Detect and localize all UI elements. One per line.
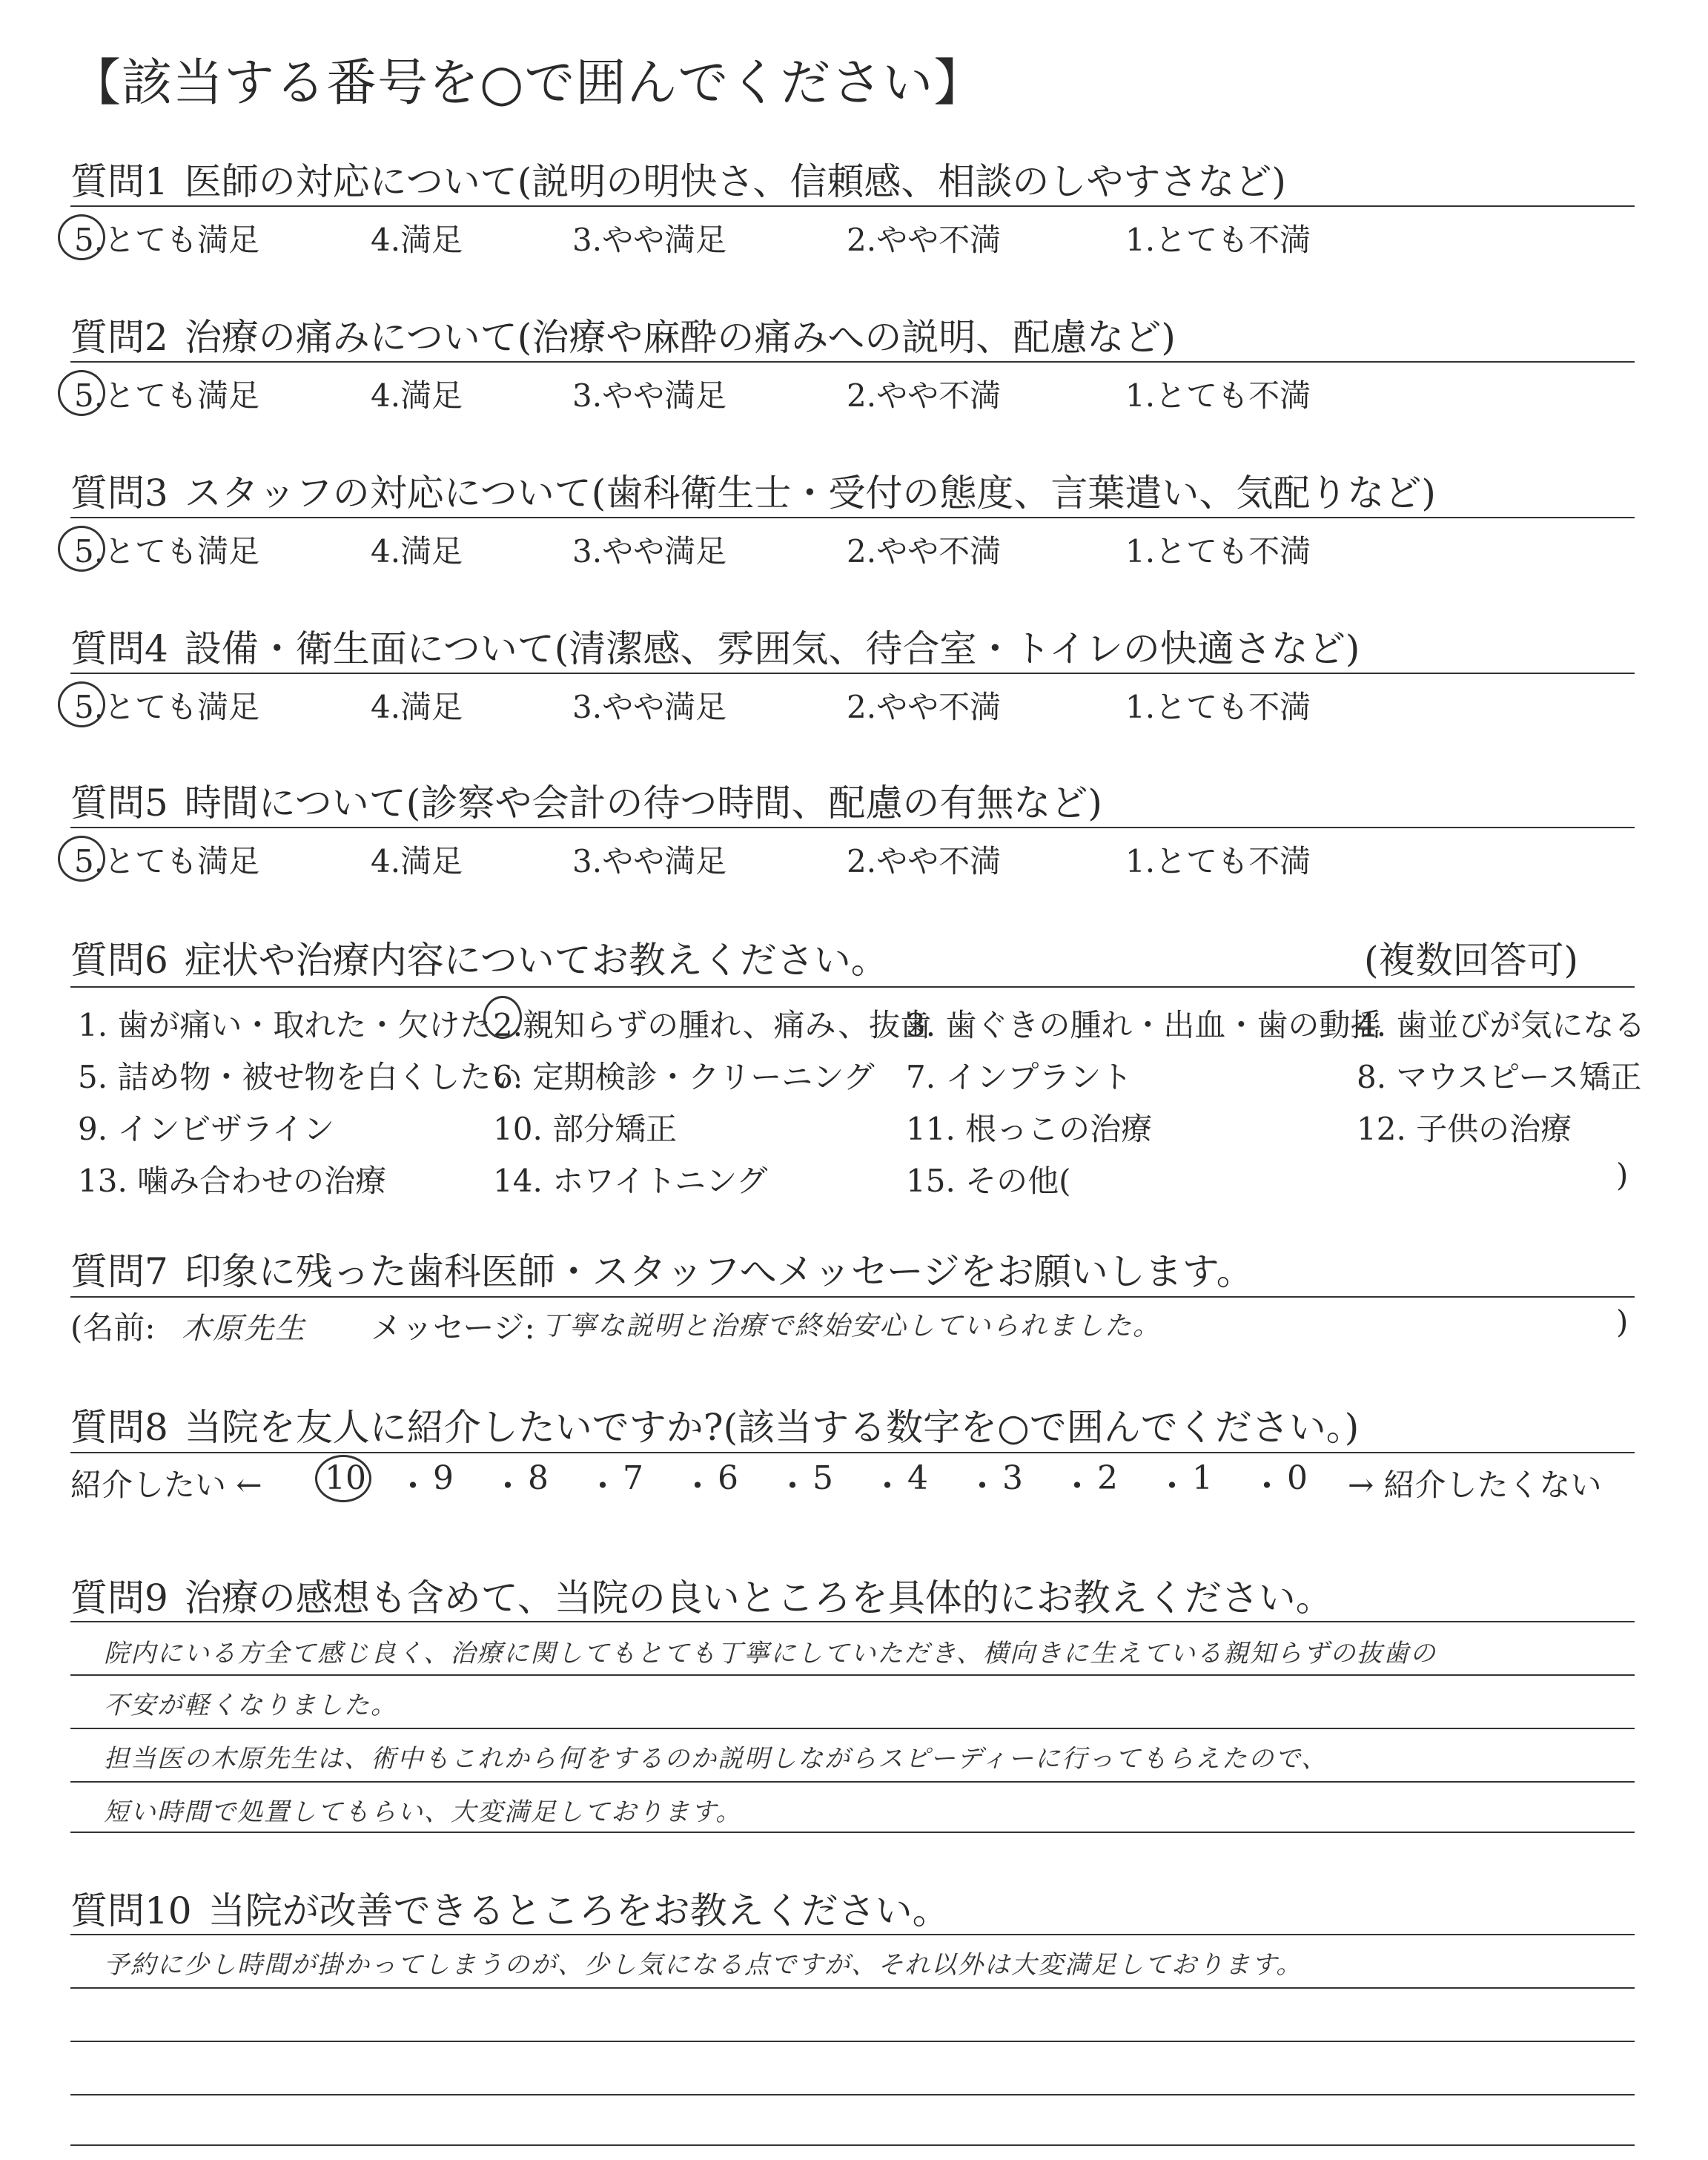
- q6-option[interactable]: 2.親知らずの腫れ、痛み、抜歯: [493, 1007, 932, 1043]
- q8-scale-separator: ・: [491, 1467, 524, 1505]
- q5-text: 時間について(診察や会計の待つ時間、配慮の有無など): [184, 782, 1102, 825]
- q5-option[interactable]: 5.とても満足: [74, 843, 260, 879]
- q4-number: 質問4: [70, 627, 168, 670]
- q3-option[interactable]: 3.やや満足: [572, 533, 727, 569]
- q9-answer-line: 不安が軽くなりました。: [104, 1691, 397, 1720]
- q8-rule: [70, 1452, 1635, 1453]
- q3-selected-circle: [58, 526, 105, 572]
- q4-option[interactable]: 5.とても満足: [74, 689, 260, 725]
- q8-scale-value[interactable]: 7: [623, 1459, 643, 1497]
- q2-option[interactable]: 4.満足: [371, 377, 463, 414]
- q7-name-label: (名前:: [70, 1309, 156, 1346]
- q3-option[interactable]: 2.やや不満: [847, 533, 1002, 569]
- q8-scale-value[interactable]: 8: [528, 1459, 549, 1497]
- q8-scale-separator: ・: [586, 1467, 619, 1505]
- q1-option[interactable]: 5.とても満足: [74, 222, 260, 258]
- q10-rule: [70, 1934, 1635, 1935]
- q2-option[interactable]: 2.やや不満: [847, 377, 1002, 414]
- q9-answer-line: 担当医の木原先生は、術中もこれから何をするのか説明しながらスピーディーに行ってもらえたので、: [104, 1744, 1328, 1774]
- q3-rule: [70, 517, 1635, 518]
- q5-option[interactable]: 3.やや満足: [572, 843, 727, 879]
- q8-left-label: 紹介したい ←: [70, 1467, 262, 1503]
- q8-text: 当院を友人に紹介したいですか?(該当する数字を○で囲んでください。): [184, 1406, 1360, 1449]
- q6-selected-circle: [483, 996, 522, 1039]
- q8-number: 質問8: [70, 1406, 168, 1449]
- q8-scale-value[interactable]: 0: [1287, 1459, 1308, 1497]
- q6-option[interactable]: 5. 詰め物・被せ物を白くしたい: [78, 1059, 523, 1095]
- q6-option[interactable]: 14. ホワイトニング: [493, 1163, 768, 1199]
- q6-option[interactable]: 7. インプラント: [906, 1059, 1133, 1095]
- q2-option[interactable]: 5.とても満足: [74, 377, 260, 414]
- q8-scale-value[interactable]: 1: [1192, 1459, 1213, 1497]
- q6-option[interactable]: 1. 歯が痛い・取れた・欠けた: [78, 1007, 491, 1043]
- q8-scale-separator: ・: [871, 1467, 904, 1505]
- q2-number: 質問2: [70, 316, 168, 359]
- q5-title: [70, 773, 1102, 827]
- q9-answer-line: 院内にいる方全て感じ良く、治療に関してもとても丁寧にしていただき、横向きに生えている親知らずの抜歯の: [104, 1639, 1437, 1668]
- q4-option[interactable]: 4.満足: [371, 689, 463, 725]
- q7-name-value: 木原先生: [182, 1312, 306, 1346]
- q8-scale-value[interactable]: 9: [433, 1459, 454, 1497]
- q3-option[interactable]: 5.とても満足: [74, 533, 260, 569]
- q6-option[interactable]: 11. 根っこの治療: [906, 1111, 1153, 1147]
- q8-scale-value[interactable]: 6: [718, 1459, 738, 1497]
- q6-title: [70, 931, 888, 984]
- q2-text: 治療の痛みについて(治療や麻酔の痛みへの説明、配慮など): [184, 316, 1176, 359]
- q7-rule: [70, 1296, 1635, 1298]
- q8-scale-separator: ・: [1156, 1467, 1188, 1505]
- q9-text: 治療の感想も含めて、当院の良いところを具体的にお教えください。: [184, 1576, 1333, 1619]
- q6-option[interactable]: 3. 歯ぐきの腫れ・出血・歯の動揺: [906, 1007, 1382, 1043]
- q9-rule: [70, 1832, 1635, 1833]
- q3-title: [70, 463, 1436, 517]
- q2-selected-circle: [58, 370, 105, 416]
- q1-rule: [70, 205, 1635, 207]
- q6-option[interactable]: 8. マウスピース矯正: [1357, 1059, 1642, 1095]
- q1-option[interactable]: 4.満足: [371, 222, 463, 258]
- q10-rule: [70, 2041, 1635, 2042]
- q2-title: [70, 308, 1176, 361]
- q10-answer-line: 予約に少し時間が掛かってしまうのが、少し気になる点ですが、それ以外は大変満足しております。: [104, 1950, 1303, 1980]
- q3-option[interactable]: 1.とても不満: [1125, 533, 1311, 569]
- q10-rule: [70, 2094, 1635, 2095]
- q4-rule: [70, 673, 1635, 674]
- q2-option[interactable]: 3.やや満足: [572, 377, 727, 414]
- q3-text: スタッフの対応について(歯科衛生士・受付の態度、言葉遣い、気配りなど): [184, 472, 1436, 515]
- q2-rule: [70, 361, 1635, 363]
- q6-other-close-paren: ): [1616, 1157, 1629, 1193]
- q3-option[interactable]: 4.満足: [371, 533, 463, 569]
- q8-scale-separator: ・: [1061, 1467, 1093, 1505]
- q10-text: 当院が改善できるところをお教えください。: [208, 1889, 950, 1932]
- q5-option[interactable]: 4.満足: [371, 843, 463, 879]
- q6-option[interactable]: 12. 子供の治療: [1357, 1111, 1572, 1147]
- q6-option[interactable]: 15. その他(: [906, 1163, 1071, 1199]
- q10-title: [70, 1881, 950, 1935]
- q4-title: [70, 619, 1360, 673]
- q6-rule: [70, 986, 1635, 988]
- q4-option[interactable]: 2.やや不満: [847, 689, 1002, 725]
- q7-message-label: メッセージ:: [371, 1309, 535, 1346]
- q1-number: 質問1: [70, 160, 168, 203]
- q8-scale-separator: ・: [681, 1467, 714, 1505]
- q9-answer-line: 短い時間で処置してもらい、大変満足しております。: [104, 1797, 743, 1827]
- q5-rule: [70, 827, 1635, 828]
- q7-number: 質問7: [70, 1250, 168, 1293]
- q1-option[interactable]: 2.やや不満: [847, 222, 1002, 258]
- q8-scale-separator: ・: [397, 1467, 429, 1505]
- q7-close-paren: ): [1616, 1304, 1629, 1340]
- q1-selected-circle: [58, 214, 105, 260]
- q8-scale-separator: ・: [966, 1467, 999, 1505]
- q9-rule: [70, 1728, 1635, 1729]
- q4-selected-circle: [58, 681, 105, 727]
- q6-option[interactable]: 6. 定期検診・クリーニング: [493, 1059, 875, 1095]
- q5-selected-circle: [58, 836, 105, 882]
- q6-number: 質問6: [70, 939, 168, 982]
- q2-option[interactable]: 1.とても不満: [1125, 377, 1311, 414]
- q9-number: 質問9: [70, 1576, 168, 1619]
- q8-scale-separator: ・: [1251, 1467, 1283, 1505]
- q8-title: [70, 1398, 1359, 1451]
- q8-scale-value[interactable]: 2: [1097, 1459, 1118, 1497]
- q7-message-value: 丁寧な説明と治療で終始安心していられました。: [541, 1311, 1162, 1341]
- q1-option[interactable]: 3.やや満足: [572, 222, 727, 258]
- q10-rule: [70, 1987, 1635, 1989]
- q6-option[interactable]: 4. 歯並びが気になる: [1357, 1007, 1646, 1043]
- q6-option[interactable]: 10. 部分矯正: [493, 1111, 678, 1147]
- form-heading: 【該当する番号を○で囲んでください】: [70, 54, 985, 113]
- q9-rule: [70, 1674, 1635, 1676]
- q6-option[interactable]: 9. インビザライン: [78, 1111, 335, 1147]
- q7-text: 印象に残った歯科医師・スタッフへメッセージをお願いします。: [184, 1250, 1254, 1293]
- q5-number: 質問5: [70, 782, 168, 825]
- q7-title: [70, 1242, 1254, 1295]
- q9-rule: [70, 1781, 1635, 1783]
- q8-selected-circle: [315, 1455, 371, 1502]
- q10-number: 質問10: [70, 1889, 192, 1932]
- q8-scale-value[interactable]: 10: [325, 1459, 366, 1497]
- q6-option[interactable]: 13. 噛み合わせの治療: [78, 1163, 387, 1199]
- q1-text: 医師の対応について(説明の明快さ、信頼感、相談のしやすさなど): [184, 160, 1286, 203]
- q8-scale-separator: ・: [776, 1467, 809, 1505]
- q6-text: 症状や治療内容についてお教えください。: [184, 939, 888, 982]
- q8-scale-value[interactable]: 3: [1002, 1459, 1023, 1497]
- q10-rule: [70, 2144, 1635, 2146]
- q9-rule: [70, 1621, 1635, 1622]
- q8-scale-value[interactable]: 4: [907, 1459, 928, 1497]
- q1-option[interactable]: 1.とても不満: [1125, 222, 1311, 258]
- q8-scale-value[interactable]: 5: [812, 1459, 833, 1497]
- q4-option[interactable]: 3.やや満足: [572, 689, 727, 725]
- q5-option[interactable]: 1.とても不満: [1125, 843, 1311, 879]
- q9-title: [70, 1568, 1333, 1622]
- q3-number: 質問3: [70, 472, 168, 515]
- q5-option[interactable]: 2.やや不満: [847, 843, 1002, 879]
- q6-note: (複数回答可): [1364, 939, 1579, 982]
- q4-text: 設備・衛生面について(清潔感、雰囲気、待合室・トイレの快適さなど): [184, 627, 1360, 670]
- q1-title: [70, 152, 1286, 205]
- q8-right-label: → 紹介したくない: [1348, 1467, 1602, 1503]
- q4-option[interactable]: 1.とても不満: [1125, 689, 1311, 725]
